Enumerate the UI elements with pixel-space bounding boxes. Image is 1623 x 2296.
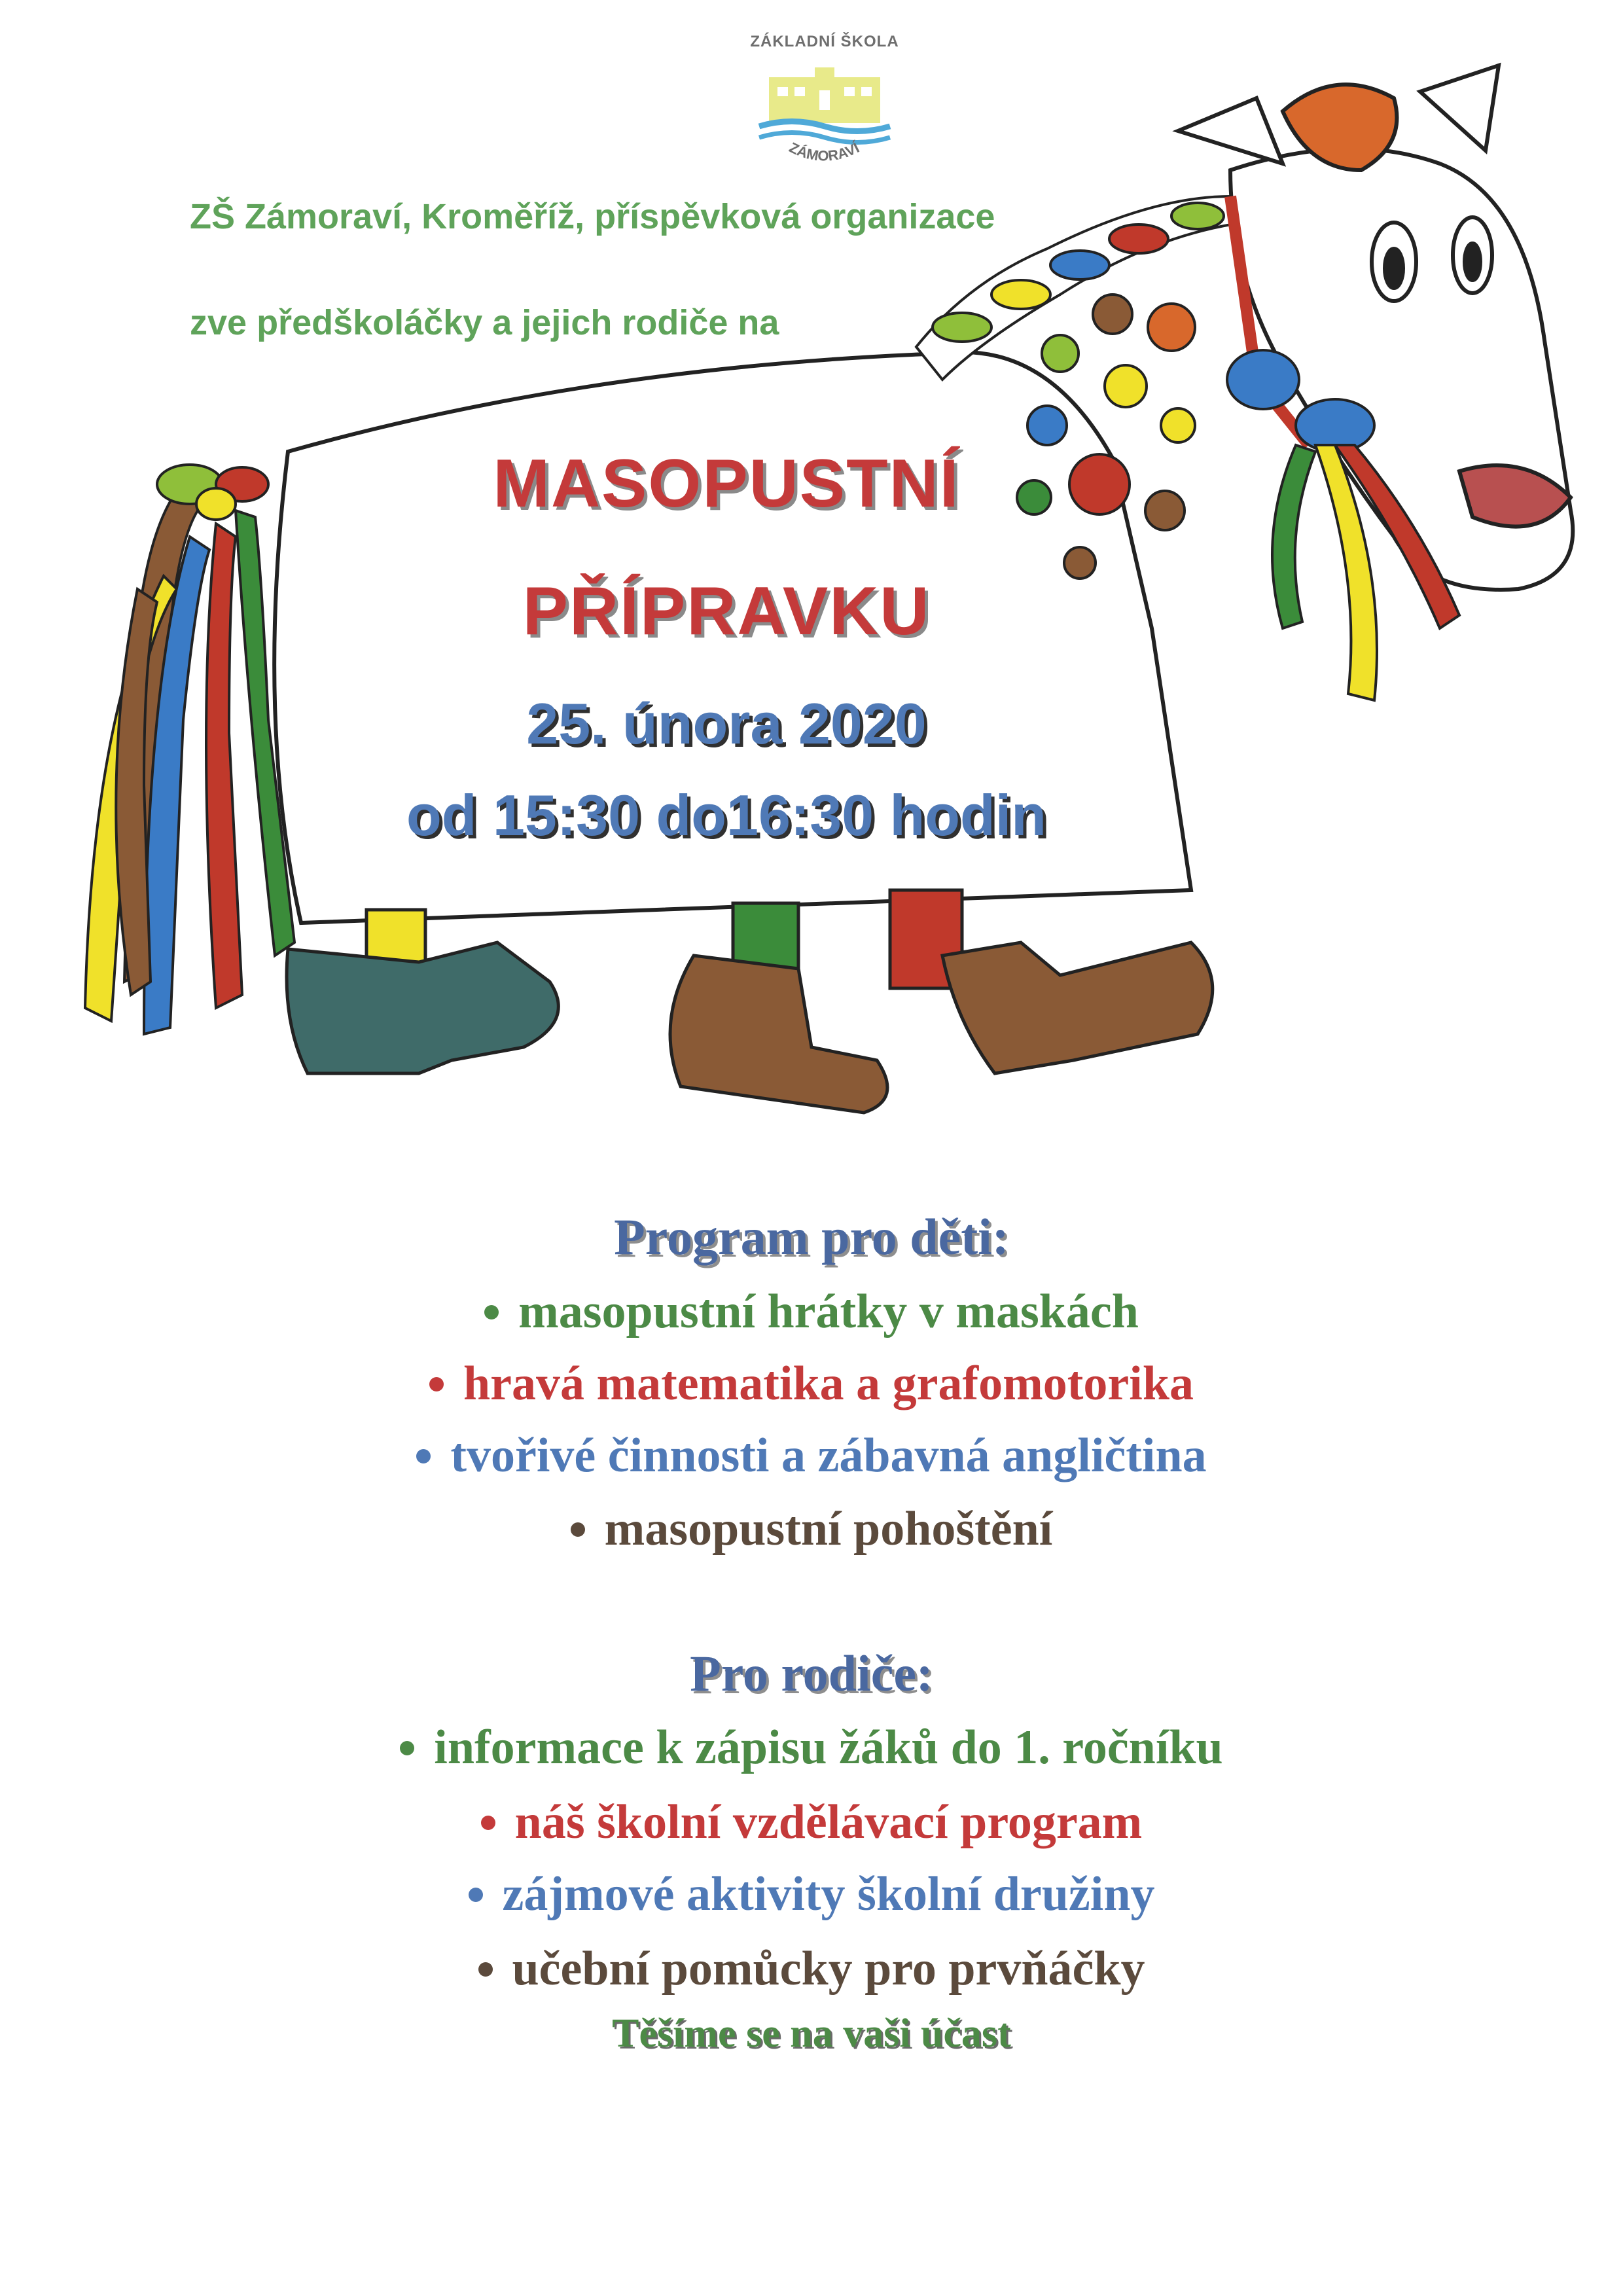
- logo-bottom-text: ZÁMORAVÍ: [787, 139, 863, 164]
- horse-legs: [287, 890, 1213, 1113]
- parents-program-item: informace k zápisu žáků do 1. ročníku: [0, 1720, 1623, 1776]
- bullet-icon: [484, 1305, 499, 1319]
- logo-building-icon: [753, 64, 897, 175]
- parents-program-item: náš školní vzdělávací program: [0, 1795, 1623, 1850]
- bullet-icon: [416, 1449, 431, 1463]
- horse-head: [1178, 65, 1573, 590]
- bullet-icon: [478, 1962, 493, 1977]
- tail-ribbons: [85, 471, 294, 1034]
- children-program-item: masopustní pohoštění: [0, 1501, 1623, 1557]
- bullet-icon: [429, 1377, 444, 1391]
- parents-program-item: zájmové aktivity školní družiny: [0, 1867, 1623, 1922]
- parents-program-heading: Pro rodiče:: [690, 1645, 933, 1702]
- invitation-line: zve předškoláčky a jejich rodiče na: [190, 303, 779, 342]
- closing-message: Těšíme se na vaši účast: [612, 2011, 1011, 2056]
- event-title-line1: MASOPUSTNÍ: [493, 446, 960, 522]
- bullet-icon: [481, 1816, 495, 1830]
- bullet-icon: [571, 1522, 585, 1537]
- children-program-item: tvořivé činnosti a zábavná angličtina: [0, 1428, 1623, 1484]
- children-program-item: masopustní hrátky v maskách: [0, 1284, 1623, 1340]
- bullet-icon: [400, 1741, 414, 1755]
- parents-program-item: učební pomůcky pro prvňáčky: [0, 1941, 1623, 1997]
- children-program-item: hravá matematika a grafomotorika: [0, 1356, 1623, 1412]
- organization-name: ZŠ Zámoraví, Kroměříž, příspěvková organizace: [190, 197, 995, 236]
- children-program-heading: Program pro děti:: [614, 1208, 1009, 1265]
- event-date: 25. února 2020: [526, 691, 927, 756]
- event-time: od 15:30 do16:30 hodin: [406, 783, 1046, 848]
- logo-top-text: ZÁKLADNÍ ŠKOLA: [750, 33, 899, 50]
- bullet-icon: [469, 1888, 483, 1902]
- event-title-line2: PŘÍPRAVKU: [522, 573, 931, 649]
- school-logo: [707, 33, 942, 177]
